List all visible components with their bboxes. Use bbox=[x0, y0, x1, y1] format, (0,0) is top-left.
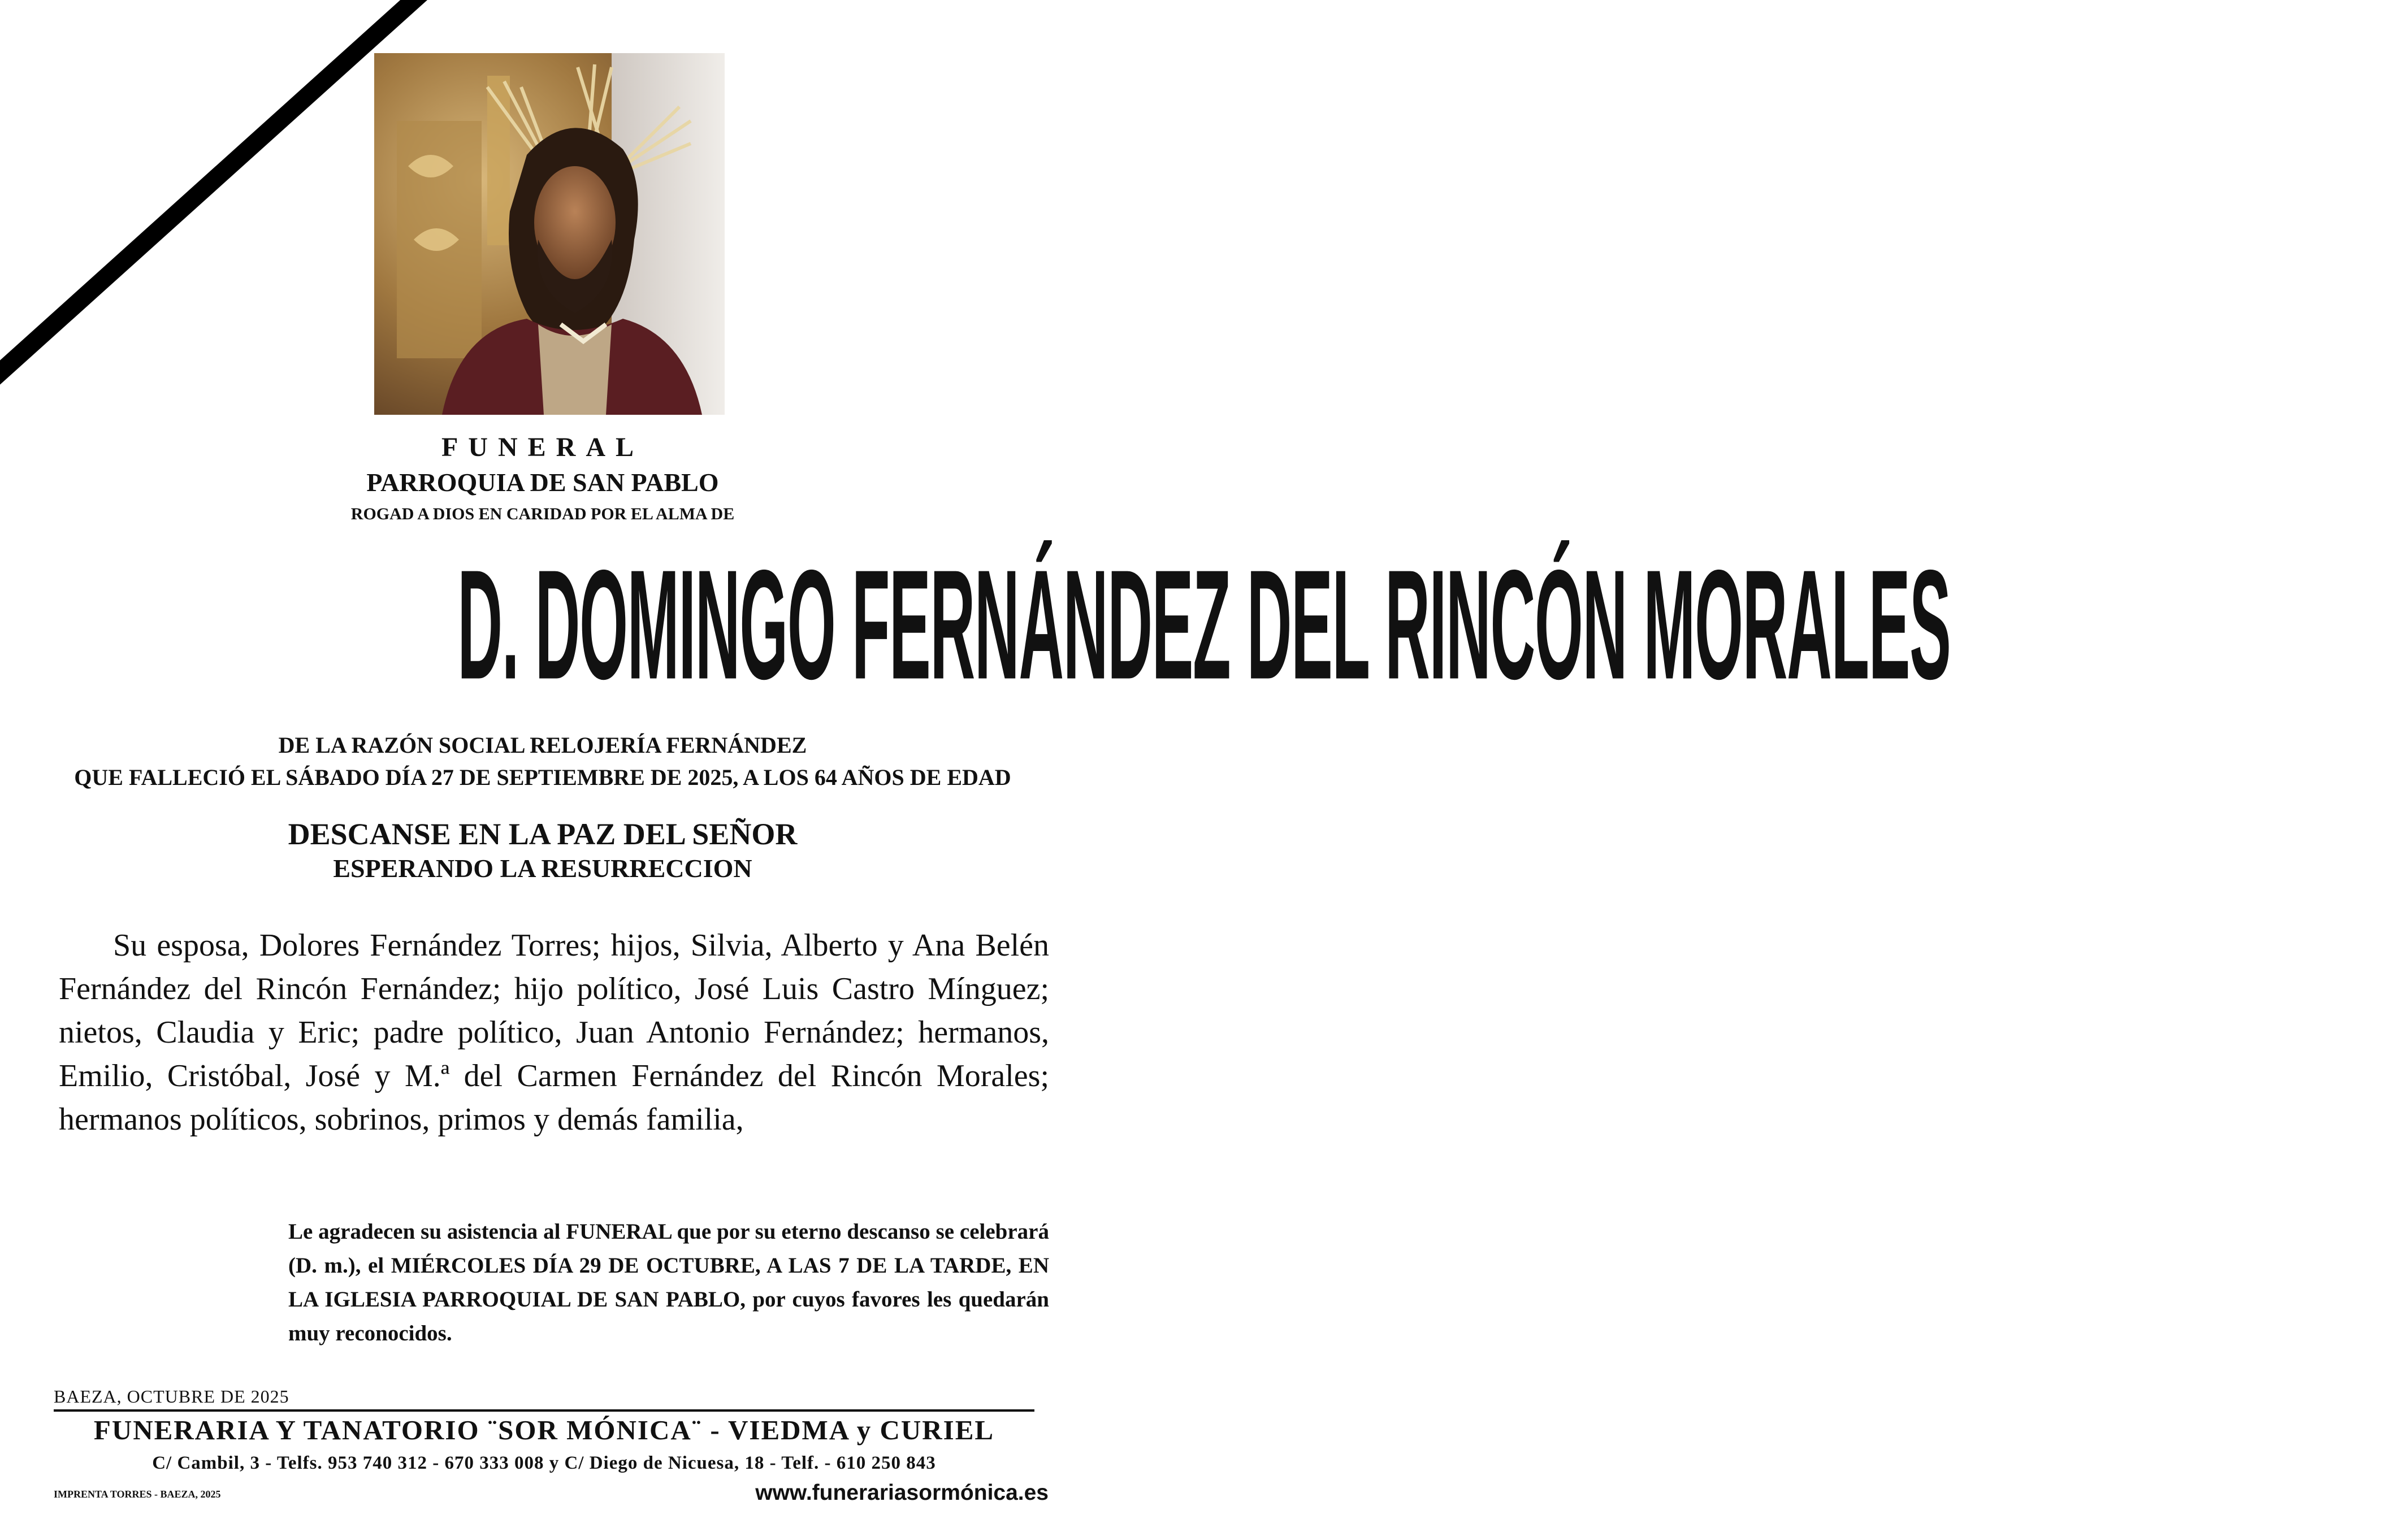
deceased-name bbox=[0, 537, 1951, 712]
footer-address: C/ Cambil, 3 - Telfs. 953 740 312 - 670 333 008 y C/ Diego de Nicuesa, 18 - Telf. - 610 250 843 bbox=[152, 1453, 936, 1473]
footer-company: FUNERARIA Y TANATORIO ¨SOR MÓNICA¨ - VIEDMA y CURIEL bbox=[93, 1414, 995, 1446]
footer-divider bbox=[54, 1409, 1034, 1412]
printer-credit: IMPRENTA TORRES - BAEZA, 2025 bbox=[54, 1488, 221, 1500]
portrait-illustration bbox=[374, 53, 725, 415]
rest-in-peace-line: DESCANSE EN LA PAZ DEL SEÑOR bbox=[288, 817, 798, 851]
company-line: DE LA RAZÓN SOCIAL RELOJERÍA FERNÁNDEZ bbox=[278, 732, 807, 758]
parish-name: PARROQUIA DE SAN PABLO bbox=[366, 468, 719, 497]
place-date: BAEZA, OCTUBRE DE 2025 bbox=[54, 1386, 289, 1407]
website-link[interactable]: www.funerariasormónica.es bbox=[755, 1481, 1049, 1505]
religious-portrait-image bbox=[374, 53, 725, 415]
pray-line: ROGAD A DIOS EN CARIDAD POR EL ALMA DE bbox=[350, 505, 735, 523]
thanks-paragraph: Le agradecen su asistencia al FUNERAL que por su eterno descanso se celebrará (D. m.), el MIÉRCOLES DÍA 29 DE OCTUBRE, A LAS 7 DE LA TARDE, EN LA IGLESIA PARROQUIAL DE SAN PABLO, por cuyos favores les quedarán muy reconocidos. bbox=[288, 1219, 1049, 1346]
resurrection-line: ESPERANDO LA RESURRECCION bbox=[333, 854, 752, 883]
deceased-name-text: D. DOMINGO FERNÁNDEZ DEL RINCÓN MORALES bbox=[457, 537, 1951, 712]
family-paragraph: Su esposa, Dolores Fernández Torres; hijos, Silvia, Alberto y Ana Belén Fernández del Rincón Fernández; hijo político, José Luis Castro Mínguez; nietos, Claudia y Eric; padre político, Juan Antonio Fernández; hermanos, Emilio, Cristóbal, José y M.ª del Carmen Fernández del Rincón Morales; hermanos políticos, sobrinos, primos y demás familia, bbox=[59, 928, 1049, 1137]
funeral-title: FUNERAL bbox=[441, 432, 644, 462]
death-line: QUE FALLECIÓ EL SÁBADO DÍA 27 DE SEPTIEMBRE DE 2025, A LOS 64 AÑOS DE EDAD bbox=[74, 765, 1011, 790]
